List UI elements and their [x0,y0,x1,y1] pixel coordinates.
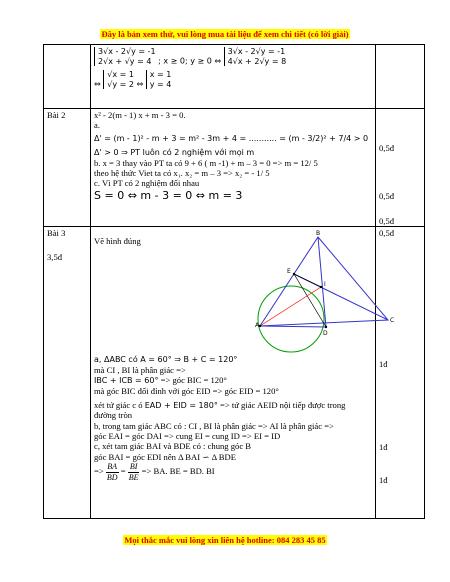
system-4: x = 1 y = 4 [146,70,172,89]
score: 0,5đ [379,191,395,201]
problem-label: Bài 2 [47,110,66,120]
score: 1đ [379,475,388,485]
content-cell: 3√x - 2√y = -1 2√x + √y = 4 ; x ≥ 0; y ≥ 0 ⇔ 3√x - 2√y = -1 4√x + 2√y = 8 ⇔ √x = 1 √y = 2 ⇔ x = 1 y = 4 [91,45,376,109]
preview-banner: Đây là bản xem thử, vui lòng mua tài liệu để xem chi tiết (có lời giải) [101,29,349,39]
label-d: D [323,330,328,337]
label-c: C [390,317,395,324]
fraction-ba-bd: $\frac{BA}{BD}$ [106,461,118,482]
circumcircle [258,286,324,352]
segment-ad [260,326,326,327]
point-marker [320,286,322,288]
table-row [44,45,425,109]
point-marker [325,326,327,328]
label-a: A [255,322,260,329]
content-cell: Vẽ hình đúng B E I A D C a, ΔABC có A = 60° ⇒ B + C = 120° mà CI , BI là phân giác => IBC + ICB = 60° => góc BIC = 120° mà góc BIC đối đỉnh với góc EID => góc EID = 120° xét tứ giác c ó EAD + EID = 180° => tứ giác AEID nội tiếp được trong đường tròn b, trong tam giác ABC có : CI , BI là phân giác => AI là phân giác => góc EAI = góc DAI => cung EI = cung ID => EI = ID c, xét tam giác BAI và BDE có : chung góc B góc BAI = góc EDI nên Δ BAI ∽ Δ BDE => $\frac{BA}{BD}$ = $\frac{BI}{BE}$ => BA. BE = BD. BI [91,227,376,519]
table-row [44,227,425,519]
label-b: B [316,230,321,237]
score-cell [376,227,425,519]
system-3: √x = 1 √y = 2 [103,70,134,89]
label-cell [44,109,91,227]
score: 0,5đ [379,216,395,226]
score: 0,5đ [379,143,395,153]
label-cell [44,45,91,109]
sum-equation: S = 0 ⇔ m - 3 = 0 ⇔ m = 3 [94,188,243,202]
point-marker [293,273,295,275]
solution-table [43,44,425,519]
fraction-bi-be: $\frac{BI}{BE}$ [128,461,139,482]
score-cell [376,45,425,109]
label-i: I [324,281,326,288]
score: 0,5đ [379,228,395,238]
label-e: E [287,268,291,275]
label-cell [44,227,91,519]
equation: x² - 2(m - 1) x + m - 3 = 0. [94,110,186,120]
table-row [44,109,425,227]
problem-label: Bài 3 [47,228,66,238]
point-marker [259,325,261,327]
score-cell [376,109,425,227]
hotline-banner: Mọi thắc mắc vui lòng xin liên hệ hotline: 084 283 45 85 [124,535,326,545]
segment-ai [260,287,321,326]
points-label: 3,5đ [47,252,63,263]
system-1: 3√x - 2√y = -1 2√x + √y = 4 [94,47,156,66]
score: 1đ [379,359,388,369]
system-2: 3√x - 2√y = -1 4√x + 2√y = 8 [224,47,287,66]
score: 1đ [379,442,388,452]
angle-statement: ΔABC có A = 60° ⇒ B + C = 120° [104,355,238,364]
discriminant: Δ' = (m - 1)² - m + 3 = m² - 3m + 4 = ........... = (m - 3/2)² + 7/4 > 0 [94,133,369,143]
content-cell: x² - 2(m - 1) x + m - 3 = 0. a. Δ' = (m - 1)² - m + 3 = m² - 3m + 4 = ........... = (m - 3/2)² + 7/4 > 0 Δ' > 0 ⇒ PT luôn có 2 nghiệm với mọi m b. x = 3 thay vào PT ta có 9 + 6 ( m -1) + m – 3 = 0 => m = 12/ 5 theo hệ thức Viet ta có x₁. x₂ = m – 3 => x₂ = - 1/ 5 c. Vì PT có 2 nghiệm đối nhau S = 0 ⇔ m - 3 = 0 ⇔ m = 3 [91,109,376,227]
